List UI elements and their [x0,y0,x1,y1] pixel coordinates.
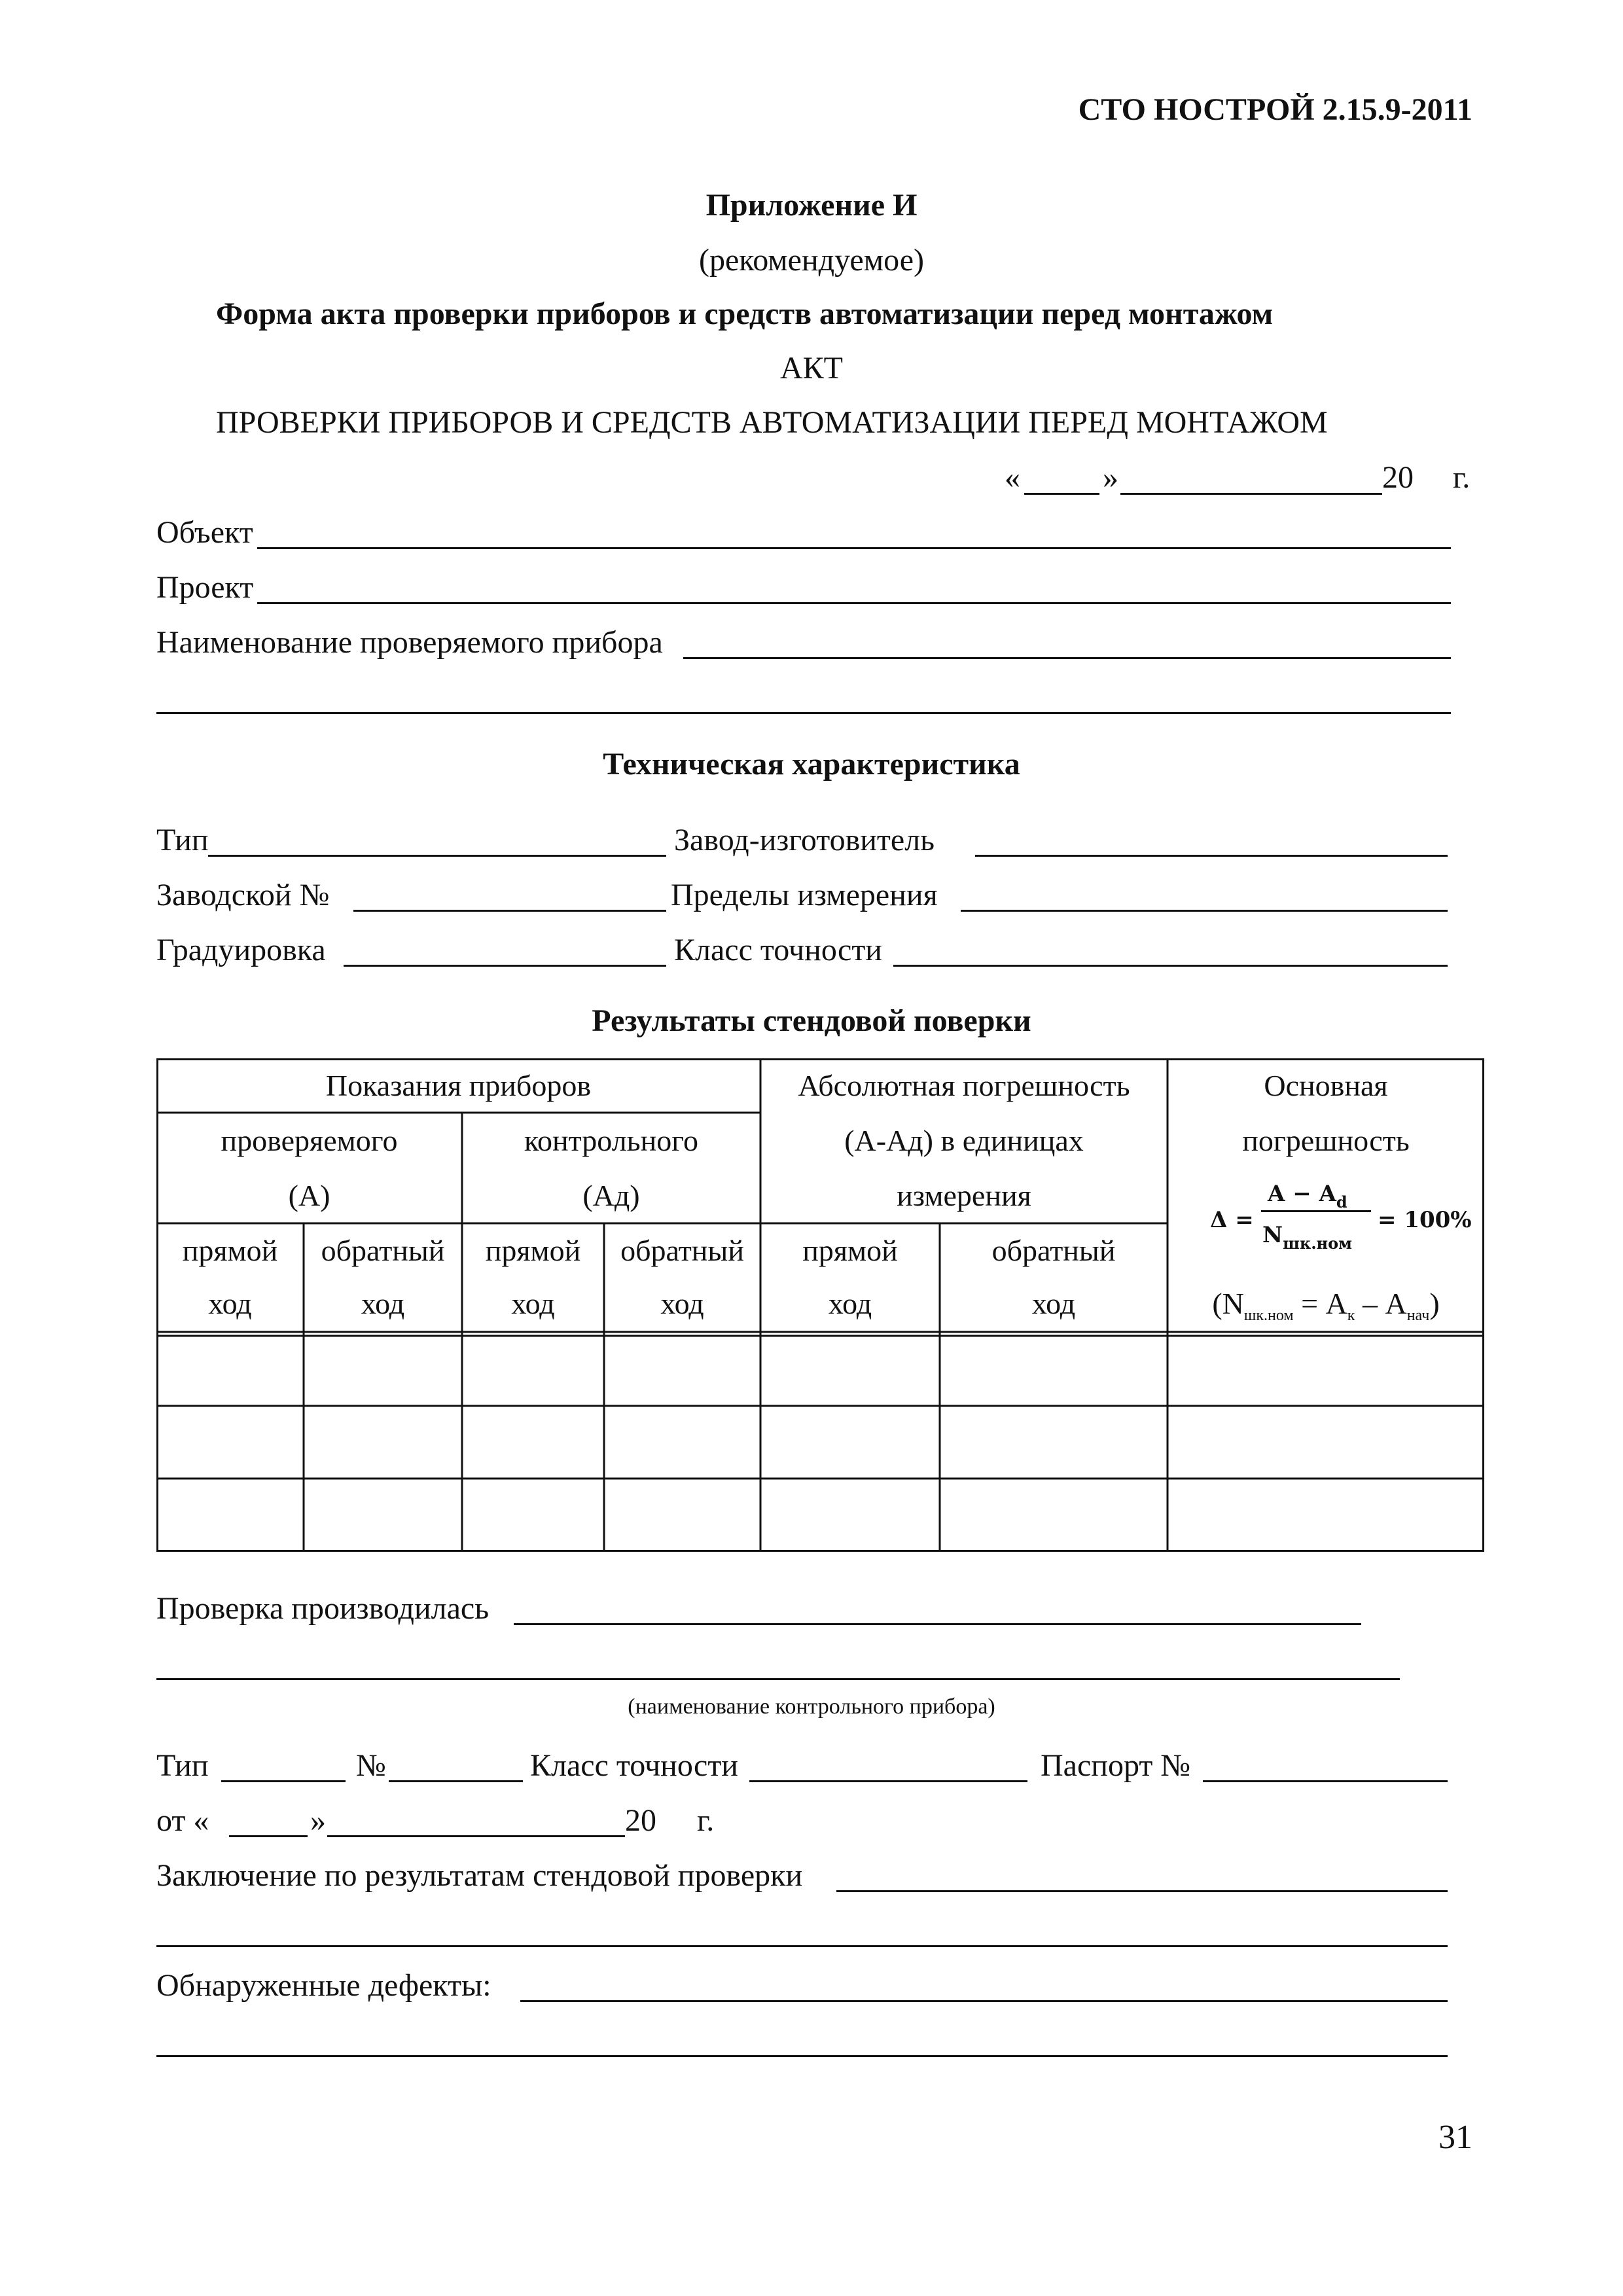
table-row[interactable] [156,1336,1484,1406]
results-heading: Результаты стендовой поверки [592,1003,1031,1038]
check-date-day-line[interactable] [229,1835,308,1837]
th-tested-symbol: (А) [288,1179,330,1212]
control-device-line[interactable] [156,1678,1400,1680]
th-tested: проверяемого [221,1124,398,1157]
device-name-line-2[interactable] [156,712,1451,714]
device-name-label: Наименование проверяемого прибора [156,625,663,660]
serial-line[interactable] [353,910,666,912]
document-code: СТО НОСТРОЙ 2.15.9-2011 [1078,92,1472,127]
th-tested-forward-2: ход [208,1287,252,1320]
object-label: Объект [156,515,253,550]
th-abs-error-3: измерения [897,1179,1031,1212]
results-table [156,1058,1484,1552]
manufacturer-label: Завод-изготовитель [674,823,935,857]
check-date-month-line[interactable] [327,1835,625,1837]
range-label: Пределы измерения [671,878,938,912]
th-abs-forward-2: ход [828,1287,872,1320]
check-number-label: № [356,1748,386,1783]
th-control-reverse-2: ход [660,1287,704,1320]
th-main-error-2: погрешность [1242,1124,1410,1157]
tech-heading: Техническая характеристика [603,747,1020,781]
form-title: Форма акта проверки приборов и средств автоматизации перед монтажом [216,296,1274,331]
table-row[interactable] [156,1406,1484,1479]
date-close-quote: » [1103,460,1118,495]
device-name-line[interactable] [683,657,1451,659]
th-nominal-definition: $(N_{шк.ном} = A_к - A_{нач})$ [1212,1287,1440,1324]
th-abs-reverse-2: ход [1031,1287,1076,1320]
formula-numerator: $A - A_d$ [1268,1181,1347,1211]
check-accuracy-line[interactable] [749,1780,1027,1782]
appendix-subtitle: (рекомендуемое) [699,243,924,278]
th-abs-error-2: (А-Ад) в единицах [844,1124,1084,1157]
check-date-from: от « [156,1803,209,1838]
appendix-title: Приложение И [705,188,918,223]
formula-fraction-bar [1261,1210,1371,1212]
table-row[interactable] [156,1479,1484,1552]
th-tested-reverse-1: обратный [321,1234,445,1267]
th-abs-error-1: Абсолютная погрешность [798,1069,1130,1102]
date-day-line[interactable] [1024,493,1099,495]
page-number: 31 [1438,2119,1472,2156]
graduation-label: Градуировка [156,933,326,967]
defects-line-2[interactable] [156,2055,1448,2057]
range-line[interactable] [961,910,1448,912]
formula-tail: = 100% [1378,1207,1472,1233]
passport-line[interactable] [1203,1780,1448,1782]
act-title: АКТ [780,351,843,386]
defects-line[interactable] [520,2000,1448,2002]
th-abs-forward-1: прямой [802,1234,898,1267]
type-label: Тип [156,823,209,857]
formula-denominator: $N_{шк.ном}$ [1262,1222,1352,1253]
check-accuracy-label: Класс точности [530,1748,738,1783]
act-subtitle: ПРОВЕРКИ ПРИБОРОВ И СРЕДСТВ АВТОМАТИЗАЦИИ ПЕРЕД МОНТАЖОМ [216,405,1328,440]
serial-label: Заводской № [156,878,330,912]
th-main-error-1: Основная [1264,1069,1388,1102]
project-line[interactable] [257,602,1451,604]
date-open-quote: « [1005,460,1020,495]
th-control-forward-1: прямой [485,1234,581,1267]
th-control-forward-2: ход [511,1287,555,1320]
type-line[interactable] [208,855,666,857]
th-readings: Показания приборов [325,1069,592,1102]
check-type-label: Тип [156,1748,209,1783]
th-tested-forward-1: прямой [182,1234,278,1267]
date-year-suffix: г. [1453,460,1471,495]
check-date-year-suffix: г. [697,1803,715,1838]
passport-label: Паспорт № [1041,1748,1191,1783]
th-control-reverse-1: обратный [620,1234,744,1267]
th-control: контрольного [524,1124,698,1157]
defects-label: Обнаруженные дефекты: [156,1968,491,2003]
th-control-symbol: (Ад) [582,1179,640,1212]
accuracy-line[interactable] [893,965,1448,967]
check-performed-line[interactable] [514,1623,1361,1625]
check-date-year-prefix: 20 [625,1803,656,1838]
check-number-line[interactable] [389,1780,523,1782]
graduation-line[interactable] [344,965,666,967]
date-year-prefix: 20 [1382,460,1414,495]
manufacturer-line[interactable] [975,855,1448,857]
check-type-line[interactable] [221,1780,346,1782]
check-performed-label: Проверка производилась [156,1591,490,1626]
check-date-close-quote: » [310,1803,326,1838]
conclusion-label: Заключение по результатам стендовой проверки [156,1858,803,1893]
object-line[interactable] [257,547,1451,549]
conclusion-line[interactable] [836,1890,1448,1892]
th-abs-reverse-1: обратный [991,1234,1116,1267]
control-device-caption: (наименование контрольного прибора) [628,1695,995,1719]
formula-delta: Δ = [1210,1207,1254,1233]
th-tested-reverse-2: ход [361,1287,405,1320]
project-label: Проект [156,570,254,605]
accuracy-label: Класс точности [674,933,882,967]
date-month-line[interactable] [1120,493,1382,495]
conclusion-line-2[interactable] [156,1945,1448,1947]
